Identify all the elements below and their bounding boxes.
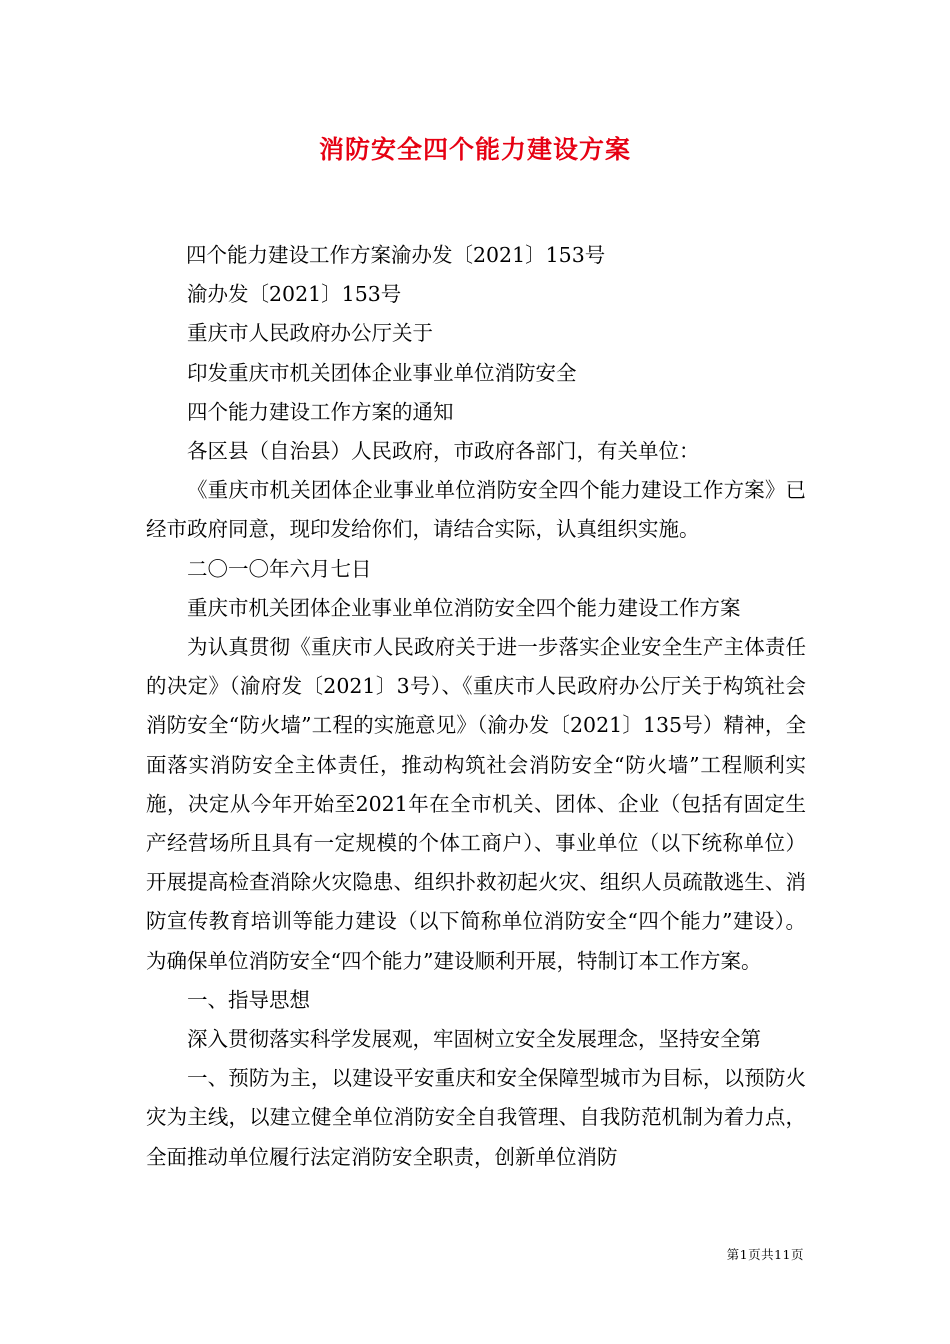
paragraph: 渝办发〔2021〕153号 <box>187 282 402 307</box>
paragraph: 印发重庆市机关团体企业事业单位消防安全 <box>187 360 577 385</box>
paragraph: 《重庆市机关团体企业事业单位消防安全四个能力建设工作方案》已经市政府同意，现印发给你们，请结合实际，认真组织实施。 <box>146 478 806 542</box>
paragraph: 重庆市人民政府办公厅关于 <box>187 321 433 346</box>
paragraph: 二〇一〇年六月七日 <box>187 556 372 581</box>
paragraph: 深入贯彻落实科学发展观，牢固树立安全发展理念，坚持安全第 <box>187 1027 761 1052</box>
paragraph: 一、预防为主，以建设平安重庆和安全保障型城市为目标，以预防火灾为主线，以建立健全单位消防安全自我管理、自我防范机制为着力点，全面推动单位履行法定消防安全职责，创新单位消防 <box>146 1066 806 1169</box>
paragraph: 四个能力建设工作方案的通知 <box>187 399 454 424</box>
paragraph: 重庆市机关团体企业事业单位消防安全四个能力建设工作方案 <box>187 595 741 620</box>
paragraph: 各区县（自治县）人民政府，市政府各部门，有关单位： <box>187 439 700 464</box>
paragraph: 为认真贯彻《重庆市人民政府关于进一步落实企业安全生产主体责任的决定》（渝府发〔2021〕3号）、《重庆市人民政府办公厅关于构筑社会消防安全“防火墙”工程的实施意见》（渝办发〔2021〕135号）精神，全面落实消防安全主体责任，推动构筑社会消防安全“防火墙”工程顺利实施，决定从今年开始至2021年在全市机关、团体、企业（包括有固定生产经营场所且具有一定规模的个体工商户）、事业单位（以下统称单位）开展提高检查消除火灾隐患、组织扑救初起火灾、组织人员疏散逃生、消防宣传教育培训等能力建设（以下简称单位消防安全“四个能力”建设）。为确保单位消防安全“四个能力”建设顺利开展，特制订本工作方案。 <box>146 635 806 973</box>
paragraph: 四个能力建设工作方案渝办发〔2021〕153号 <box>185 243 606 267</box>
document-body <box>146 236 806 1177</box>
section-heading: 一、指导思想 <box>187 987 310 1012</box>
page-number: 第1页共11页 <box>726 1247 804 1262</box>
page-title: 消防安全四个能力建设方案 <box>318 135 631 164</box>
